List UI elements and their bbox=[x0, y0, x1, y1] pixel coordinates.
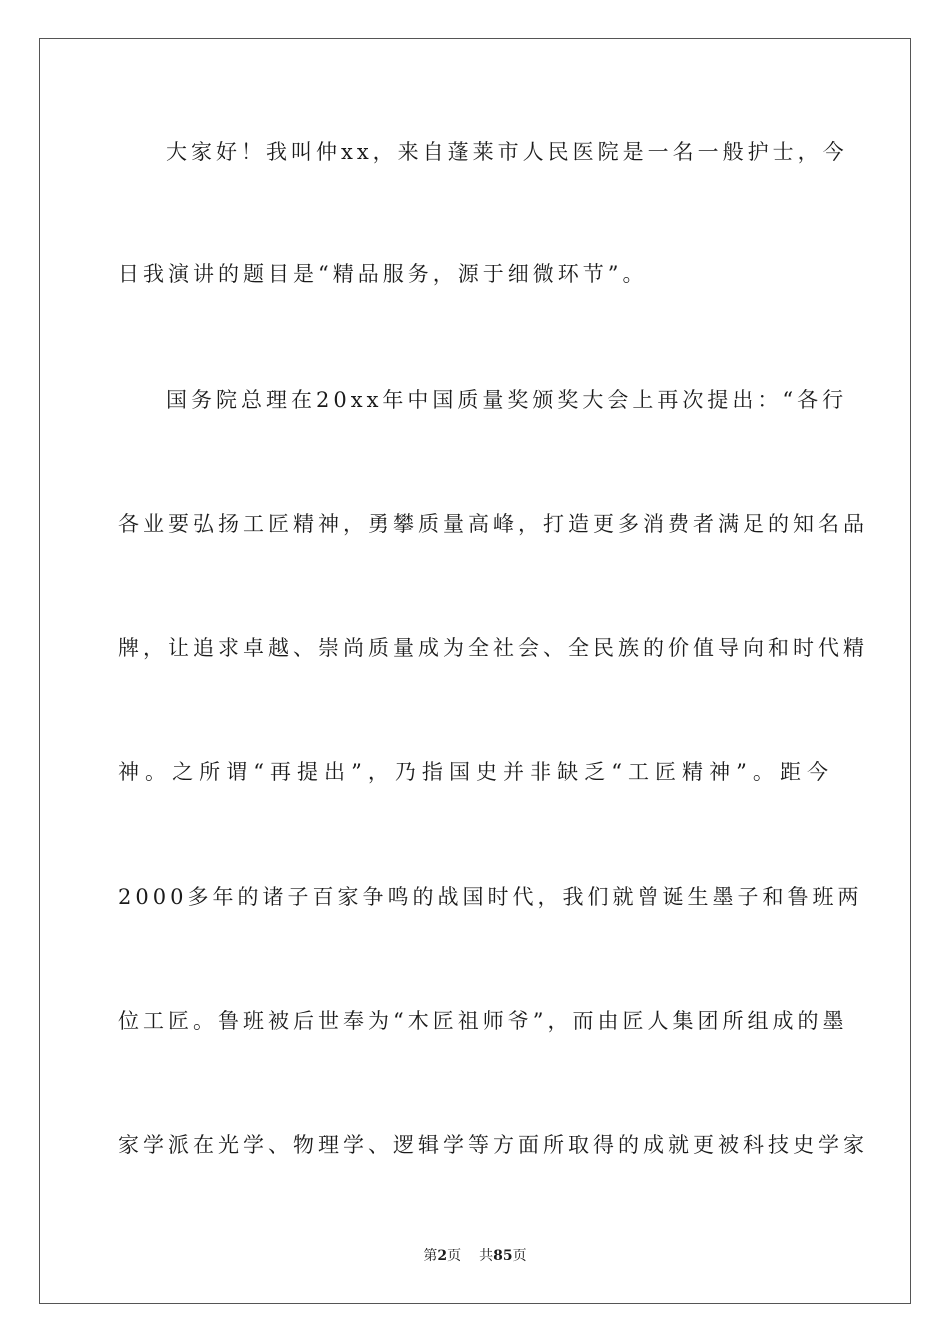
page-number: 2 bbox=[437, 1248, 448, 1264]
total-pages: 85 bbox=[493, 1248, 513, 1264]
page-suffix: 页 bbox=[447, 1248, 462, 1264]
total-suffix: 页 bbox=[512, 1248, 527, 1264]
paragraph-2-line-3: 牌，让追求卓越、崇尚质量成为全社会、全民族的价值导向和时代精 bbox=[118, 636, 868, 660]
total-prefix: 共 bbox=[479, 1248, 494, 1264]
page-border bbox=[39, 38, 911, 1304]
paragraph-2-line-5: 2000多年的诸子百家争鸣的战国时代，我们就曾诞生墨子和鲁班两 bbox=[118, 885, 863, 909]
page-prefix: 第 bbox=[423, 1248, 438, 1264]
paragraph-1-line-2: 日我演讲的题目是“精品服务，源于细微环节”。 bbox=[118, 262, 648, 286]
paragraph-2-line-4: 神。之所谓“再提出”，乃指国史并非缺乏“工匠精神”。距今 bbox=[118, 760, 832, 784]
paragraph-2-line-7: 家学派在光学、物理学、逻辑学等方面所取得的成就更被科技史学家 bbox=[118, 1133, 868, 1157]
page-footer bbox=[0, 1246, 950, 1266]
paragraph-2-line-6: 位工匠。鲁班被后世奉为“木匠祖师爷”，而由匠人集团所组成的墨 bbox=[118, 1009, 848, 1033]
paragraph-1-line-1: 大家好！我叫仲xx，来自蓬莱市人民医院是一名一般护士，今 bbox=[166, 140, 848, 164]
paragraph-2-line-2: 各业要弘扬工匠精神，勇攀质量高峰，打造更多消费者满足的知名品 bbox=[118, 512, 868, 536]
paragraph-2-line-1: 国务院总理在20xx年中国质量奖颁奖大会上再次提出：“各行 bbox=[166, 388, 848, 412]
